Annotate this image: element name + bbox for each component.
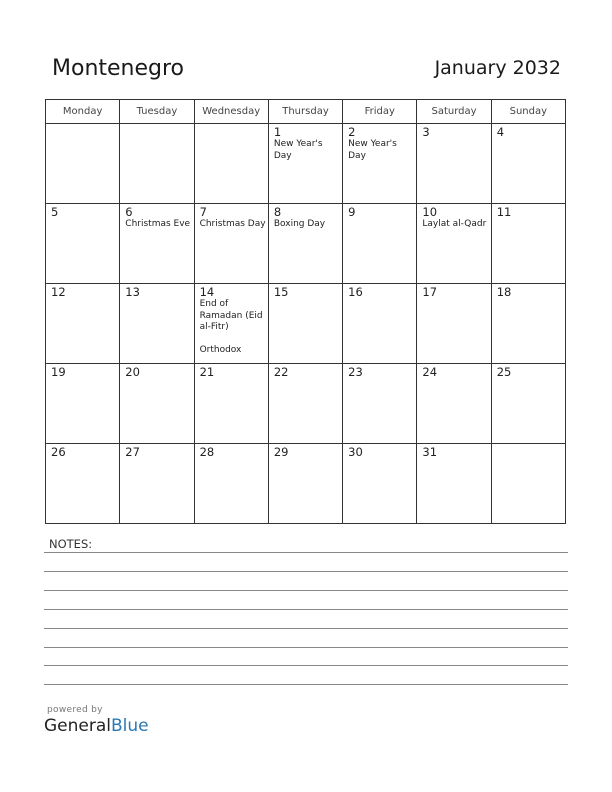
weekday-header: Tuesday bbox=[120, 100, 194, 124]
week-row bbox=[46, 124, 566, 204]
day-number: 30 bbox=[348, 445, 363, 459]
day-number: 14 bbox=[199, 285, 215, 299]
notes-line bbox=[44, 684, 568, 685]
day-cell bbox=[120, 284, 194, 364]
weekday-header: Friday bbox=[343, 100, 417, 124]
day-number: 2 bbox=[348, 125, 356, 139]
day-cell bbox=[417, 204, 491, 284]
weekday-header: Sunday bbox=[491, 100, 565, 124]
day-cell bbox=[491, 124, 565, 204]
notes-line bbox=[44, 665, 568, 666]
day-number: 10 bbox=[422, 205, 438, 219]
calendar-country-title: Montenegro bbox=[52, 56, 185, 81]
day-number: 31 bbox=[422, 445, 438, 459]
week-row bbox=[46, 284, 566, 364]
day-cell bbox=[120, 364, 194, 444]
day-number: 27 bbox=[125, 445, 140, 459]
holiday-label: Boxing Day bbox=[273, 219, 326, 229]
holiday-label: New Year's Day bbox=[273, 139, 323, 161]
week-row bbox=[46, 204, 566, 284]
calendar-grid bbox=[45, 99, 566, 524]
day-cell bbox=[343, 444, 417, 524]
day-cell bbox=[120, 204, 194, 284]
brand-general: General bbox=[44, 716, 111, 736]
weekday-header: Saturday bbox=[417, 100, 491, 124]
day-cell bbox=[46, 444, 120, 524]
week-row bbox=[46, 444, 566, 524]
day-number: 9 bbox=[348, 205, 356, 219]
day-number: 4 bbox=[496, 125, 505, 139]
notes-label: NOTES: bbox=[49, 537, 93, 551]
holiday-label: Christmas Eve bbox=[125, 219, 191, 229]
day-number: 19 bbox=[51, 365, 66, 379]
day-cell bbox=[120, 444, 194, 524]
day-number: 28 bbox=[199, 445, 215, 459]
day-cell bbox=[491, 444, 565, 524]
day-cell bbox=[343, 364, 417, 444]
brand-blue: Blue bbox=[111, 716, 149, 736]
notes-line bbox=[44, 571, 568, 572]
weekday-header: Monday bbox=[46, 100, 120, 124]
day-number: 20 bbox=[125, 365, 140, 379]
day-cell bbox=[417, 124, 491, 204]
weekday-header: Wednesday bbox=[194, 100, 268, 124]
powered-by-text: powered by bbox=[47, 705, 103, 715]
day-number: 17 bbox=[422, 285, 438, 299]
day-cell bbox=[194, 284, 268, 364]
day-cell bbox=[46, 364, 120, 444]
weekday-header-row bbox=[46, 100, 566, 124]
day-cell bbox=[268, 284, 342, 364]
day-cell bbox=[491, 364, 565, 444]
day-number: 11 bbox=[496, 205, 512, 219]
day-number: 13 bbox=[125, 285, 140, 299]
day-cell bbox=[491, 284, 565, 364]
day-cell bbox=[268, 364, 342, 444]
day-cell bbox=[194, 444, 268, 524]
day-cell bbox=[491, 204, 565, 284]
day-number: 21 bbox=[199, 365, 215, 379]
day-cell bbox=[120, 124, 194, 204]
day-cell bbox=[343, 124, 417, 204]
day-cell bbox=[268, 124, 342, 204]
day-number: 29 bbox=[273, 445, 289, 459]
holiday-label: End of Ramadan (Eid al-Fitr) bbox=[199, 299, 263, 332]
day-number: 23 bbox=[348, 365, 363, 379]
day-cell bbox=[343, 204, 417, 284]
holiday-label: New Year's Day bbox=[348, 139, 397, 161]
week-row bbox=[46, 364, 566, 444]
day-cell bbox=[417, 284, 491, 364]
day-number: 24 bbox=[422, 365, 438, 379]
weekday-header: Thursday bbox=[268, 100, 342, 124]
day-number: 15 bbox=[273, 285, 289, 299]
day-number: 6 bbox=[125, 205, 133, 219]
calendar-month-title: January 2032 bbox=[434, 57, 561, 79]
notes-line bbox=[44, 609, 568, 610]
day-number: 7 bbox=[199, 205, 207, 219]
day-number: 5 bbox=[51, 205, 59, 219]
notes-line bbox=[44, 647, 568, 648]
day-number: 8 bbox=[273, 205, 282, 219]
day-number: 16 bbox=[348, 285, 363, 299]
day-cell bbox=[268, 204, 342, 284]
day-number: 3 bbox=[422, 125, 430, 139]
day-cell bbox=[194, 364, 268, 444]
holiday-label: Christmas Day bbox=[199, 219, 266, 229]
day-cell bbox=[417, 364, 491, 444]
holiday-label: Laylat al-Qadr bbox=[422, 219, 487, 229]
day-cell bbox=[46, 124, 120, 204]
day-number: 12 bbox=[51, 285, 66, 299]
day-cell bbox=[194, 124, 268, 204]
day-cell bbox=[268, 444, 342, 524]
day-number: 1 bbox=[273, 125, 282, 139]
day-number: 26 bbox=[51, 445, 66, 459]
day-cell bbox=[46, 204, 120, 284]
generalblue-logo bbox=[44, 716, 149, 736]
day-number: 18 bbox=[496, 285, 512, 299]
day-cell bbox=[46, 284, 120, 364]
day-cell bbox=[343, 284, 417, 364]
day-cell bbox=[194, 204, 268, 284]
notes-line bbox=[44, 628, 568, 629]
day-number: 22 bbox=[273, 365, 289, 379]
day-number: 25 bbox=[496, 365, 512, 379]
day-cell bbox=[417, 444, 491, 524]
notes-line bbox=[44, 552, 568, 553]
notes-line bbox=[44, 590, 568, 591]
holiday-label: Orthodox bbox=[199, 344, 242, 355]
